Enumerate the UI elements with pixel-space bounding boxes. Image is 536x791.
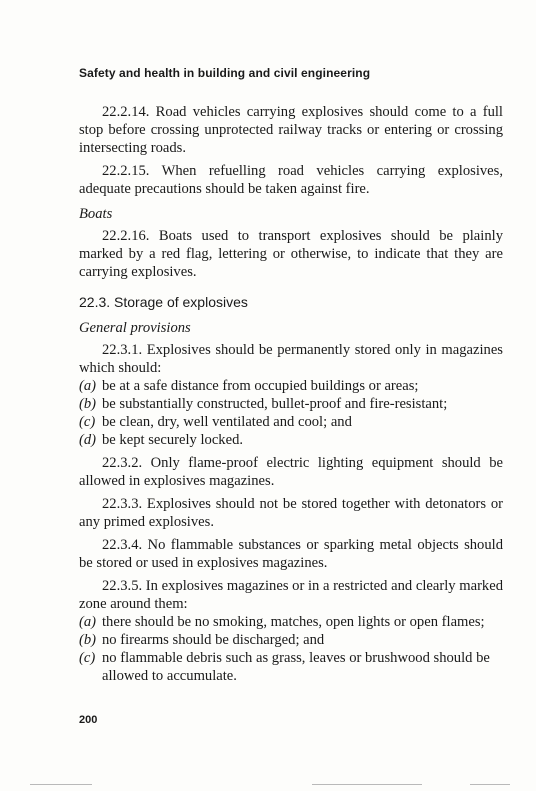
- page-body: [79, 103, 503, 690]
- list-item-text: be substantially constructed, bullet-proof and fire-resistant;: [102, 396, 448, 412]
- list-item-label: (b): [79, 396, 97, 412]
- list-22-3-5: [79, 613, 503, 685]
- list-item-text: be at a safe distance from occupied buildings or areas;: [102, 378, 419, 394]
- list-22-3-1: [79, 377, 503, 449]
- list-item: [79, 413, 503, 431]
- list-item-label: (c): [79, 650, 96, 666]
- paragraph-22-3-4: 22.3.4. No flammable substances or sparking metal objects should be stored or used in explosives magazines.: [79, 537, 503, 571]
- list-item: [79, 649, 503, 685]
- list-item: [79, 613, 503, 631]
- list-item-label: (a): [79, 614, 97, 630]
- list-item-text: no flammable debris such as grass, leaves or brushwood should be allowed to accumulate.: [102, 650, 490, 684]
- page-number: 200: [79, 714, 98, 726]
- list-item: [79, 431, 503, 449]
- paragraph-22-3-3: 22.3.3. Explosives should not be stored together with detonators or any primed explosives.: [79, 496, 503, 530]
- list-item-label: (b): [79, 632, 97, 648]
- paragraph-22-3-5: 22.3.5. In explosives magazines or in a restricted and clearly marked zone around them:: [79, 578, 503, 612]
- list-item: [79, 631, 503, 649]
- section-heading-22-3: 22.3. Storage of explosives: [79, 294, 248, 310]
- list-item-text: no firearms should be discharged; and: [102, 632, 325, 648]
- list-item-text: there should be no smoking, matches, open lights or open flames;: [102, 614, 485, 630]
- boats-heading: Boats: [79, 206, 113, 222]
- paragraph-22-2-14: 22.2.14. Road vehicles carrying explosives should come to a full stop before crossing unprotected railway tracks or entering or crossing intersecting roads.: [79, 104, 503, 156]
- list-item-text: be clean, dry, well ventilated and cool; and: [102, 414, 352, 430]
- list-item: [79, 377, 503, 395]
- scan-edge-line: [470, 784, 510, 785]
- general-provisions-heading: General provisions: [79, 320, 191, 336]
- list-item-text: be kept securely locked.: [102, 432, 244, 448]
- list-item: [79, 395, 503, 413]
- list-item-label: (c): [79, 414, 96, 430]
- paragraph-22-3-1: 22.3.1. Explosives should be permanently stored only in magazines which should:: [79, 342, 503, 376]
- list-item-label: (a): [79, 378, 97, 394]
- scan-edge-line: [312, 784, 422, 785]
- list-item-label: (d): [79, 432, 97, 448]
- paragraph-22-2-15: 22.2.15. When refuelling road vehicles carrying explosives, adequate precautions should be taken against fire.: [79, 163, 503, 197]
- paragraph-22-2-16: 22.2.16. Boats used to transport explosives should be plainly marked by a red flag, lettering or otherwise, to indicate that they are carrying explosives.: [79, 228, 503, 280]
- paragraph-22-3-2: 22.3.2. Only flame-proof electric lighting equipment should be allowed in explosives magazines.: [79, 455, 503, 489]
- running-header: Safety and health in building and civil engineering: [79, 66, 371, 80]
- scan-edge-line: [30, 784, 92, 785]
